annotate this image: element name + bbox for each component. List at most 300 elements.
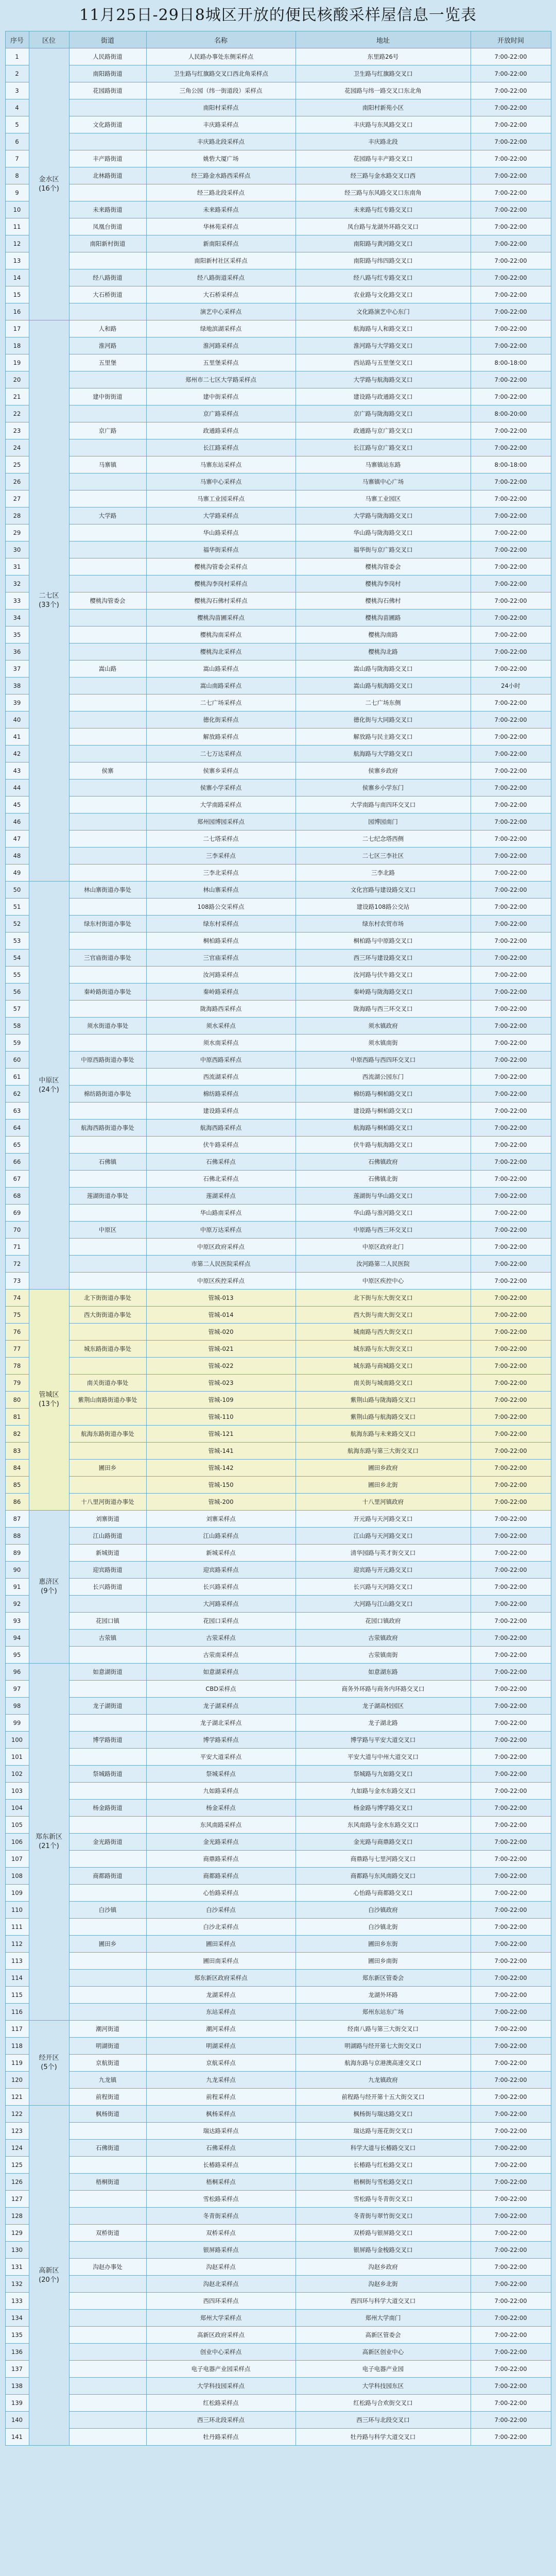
row-site-name: 三官庙采样点	[146, 950, 296, 967]
district-cell: 中原区 (24个)	[29, 882, 69, 1290]
row-seq: 128	[5, 2208, 29, 2225]
row-hours: 7:00-22:00	[471, 2327, 551, 2344]
row-street	[69, 1069, 146, 1086]
row-address: 须水镇政府	[296, 1018, 471, 1035]
row-hours: 7:00-22:00	[471, 150, 551, 167]
table-row	[5, 933, 551, 950]
row-seq: 74	[5, 1290, 29, 1307]
table-row	[5, 473, 551, 490]
row-seq: 75	[5, 1307, 29, 1324]
table-row	[5, 490, 551, 507]
row-street	[69, 865, 146, 882]
row-hours: 7:00-22:00	[471, 1392, 551, 1409]
row-street: 刘寨街道	[69, 1511, 146, 1528]
row-hours: 7:00-22:00	[471, 1919, 551, 1936]
table-row	[5, 2310, 551, 2327]
row-seq: 54	[5, 950, 29, 967]
row-street	[69, 2004, 146, 2021]
table-row	[5, 1205, 551, 1222]
row-address: 经三路与金水路交叉口西	[296, 167, 471, 184]
row-hours: 7:00-22:00	[471, 2208, 551, 2225]
table-row	[5, 1715, 551, 1732]
row-seq: 41	[5, 728, 29, 745]
row-hours: 7:00-22:00	[471, 2242, 551, 2259]
row-hours: 7:00-22:00	[471, 1681, 551, 1698]
row-seq: 137	[5, 2361, 29, 2378]
row-site-name: 须水采样点	[146, 1018, 296, 1035]
table-row	[5, 575, 551, 592]
row-street	[69, 1783, 146, 1800]
table-row	[5, 2259, 551, 2276]
row-seq: 6	[5, 133, 29, 150]
table-row	[5, 592, 551, 609]
row-seq: 125	[5, 2157, 29, 2174]
row-site-name: 西流湖采样点	[146, 1069, 296, 1086]
row-address: 经三路与东风路交叉口东南角	[296, 184, 471, 201]
row-hours: 7:00-22:00	[471, 745, 551, 762]
table-row	[5, 984, 551, 1001]
table-row	[5, 1018, 551, 1035]
row-site-name: 嵩山路采样点	[146, 660, 296, 677]
row-address: 圃田乡南街	[296, 1953, 471, 1970]
row-seq: 85	[5, 1477, 29, 1494]
row-address: 卫生路与红旗路交叉口	[296, 65, 471, 82]
row-street	[69, 2276, 146, 2293]
row-seq: 115	[5, 1987, 29, 2004]
row-seq: 136	[5, 2344, 29, 2361]
row-site-name: 管城-150	[146, 1477, 296, 1494]
row-street	[69, 626, 146, 643]
row-site-name: 侯寨小学采样点	[146, 779, 296, 796]
row-site-name: 经三路北段采样点	[146, 184, 296, 201]
row-site-name: 花园口采样点	[146, 1613, 296, 1630]
row-street	[69, 728, 146, 745]
row-site-name: 管城-020	[146, 1324, 296, 1341]
row-street	[69, 2429, 146, 2446]
row-site-name: 东站采样点	[146, 2004, 296, 2021]
table-row	[5, 1069, 551, 1086]
row-hours: 7:00-22:00	[471, 1817, 551, 1834]
row-seq: 92	[5, 1596, 29, 1613]
row-seq: 31	[5, 558, 29, 575]
table-row	[5, 116, 551, 133]
row-site-name: 建设路采样点	[146, 1103, 296, 1120]
row-site-name: 龙湖采样点	[146, 1987, 296, 2004]
row-hours: 7:00-22:00	[471, 848, 551, 865]
row-street	[69, 1987, 146, 2004]
row-hours: 7:00-22:00	[471, 1341, 551, 1358]
row-street: 北下街街道办事处	[69, 1290, 146, 1307]
row-address: 紫荆山路与陇海路交叉口	[296, 1392, 471, 1409]
row-address: 花园口镇政府	[296, 1613, 471, 1630]
row-seq: 140	[5, 2412, 29, 2429]
row-hours: 7:00-22:00	[471, 1205, 551, 1222]
row-seq: 83	[5, 1443, 29, 1460]
row-site-name: 管城-200	[146, 1494, 296, 1511]
row-street	[69, 1273, 146, 1290]
row-site-name: 长椿路采样点	[146, 2157, 296, 2174]
row-street	[69, 779, 146, 796]
row-seq: 96	[5, 1664, 29, 1681]
row-street: 沟赵办事处	[69, 2259, 146, 2276]
table-row	[5, 2004, 551, 2021]
row-street: 北林路街道	[69, 167, 146, 184]
row-street: 人和路	[69, 320, 146, 337]
row-seq: 59	[5, 1035, 29, 1052]
row-hours: 7:00-22:00	[471, 1307, 551, 1324]
row-hours: 7:00-22:00	[471, 1698, 551, 1715]
row-address: 樱桃沟苗圃路	[296, 609, 471, 626]
row-street	[69, 2242, 146, 2259]
table-row	[5, 558, 551, 575]
district-cell: 高新区 (20个)	[29, 2106, 69, 2446]
row-seq: 109	[5, 1885, 29, 1902]
row-site-name: 银屏路采样点	[146, 2242, 296, 2259]
table-row	[5, 2225, 551, 2242]
row-address: 园博园南门	[296, 814, 471, 831]
row-seq: 119	[5, 2055, 29, 2072]
table-row	[5, 899, 551, 916]
table-row	[5, 1681, 551, 1698]
row-hours: 7:00-22:00	[471, 2174, 551, 2191]
row-address: 西大街与南大街交叉口	[296, 1307, 471, 1324]
row-address: 石佛镇北街	[296, 1171, 471, 1188]
row-street	[69, 490, 146, 507]
row-site-name: 大河路采样点	[146, 1596, 296, 1613]
row-site-name: 江山路采样点	[146, 1528, 296, 1545]
table-row	[5, 1409, 551, 1426]
table-row	[5, 2242, 551, 2259]
table-row	[5, 1307, 551, 1324]
row-seq: 39	[5, 694, 29, 711]
row-street: 迎宾路街道	[69, 1562, 146, 1579]
table-row	[5, 507, 551, 524]
row-street	[69, 2293, 146, 2310]
row-hours: 7:00-22:00	[471, 218, 551, 235]
table-row	[5, 728, 551, 745]
row-seq: 131	[5, 2259, 29, 2276]
row-street	[69, 643, 146, 660]
row-address: 高新区创业中心	[296, 2344, 471, 2361]
row-hours: 7:00-22:00	[471, 984, 551, 1001]
table-row	[5, 235, 551, 252]
row-street: 马寨镇	[69, 456, 146, 473]
row-address: 南关街与城南路交叉口	[296, 1375, 471, 1392]
table-row	[5, 1630, 551, 1647]
row-address: 平安大道与中州大道交叉口	[296, 1749, 471, 1766]
row-street	[69, 1171, 146, 1188]
table-row	[5, 201, 551, 218]
row-site-name: 京广路采样点	[146, 405, 296, 422]
row-hours: 7:00-22:00	[471, 882, 551, 899]
row-address: 南阳村新苑小区	[296, 99, 471, 116]
row-site-name: 梧桐采样点	[146, 2174, 296, 2191]
row-site-name: 九龙采样点	[146, 2072, 296, 2089]
row-address: 樱桃沟石佛村	[296, 592, 471, 609]
row-hours: 7:00-22:00	[471, 303, 551, 320]
row-hours: 7:00-22:00	[471, 1137, 551, 1154]
row-seq: 49	[5, 865, 29, 882]
row-hours: 7:00-22:00	[471, 558, 551, 575]
row-address: 龙湖外环路	[296, 1987, 471, 2004]
row-street: 梧桐街道	[69, 2174, 146, 2191]
row-site-name: 牡丹路采样点	[146, 2429, 296, 2446]
row-hours: 7:00-22:00	[471, 2055, 551, 2072]
row-site-name: 棉纺路采样点	[146, 1086, 296, 1103]
table-row	[5, 1596, 551, 1613]
row-site-name: 五里堡采样点	[146, 354, 296, 371]
row-site-name: 樱桃沟石佛村采样点	[146, 592, 296, 609]
row-site-name: 中原区政府采样点	[146, 1239, 296, 1256]
row-hours: 7:00-22:00	[471, 1511, 551, 1528]
row-seq: 120	[5, 2072, 29, 2089]
row-address: 秦岭路与陇海路交叉口	[296, 984, 471, 1001]
row-address: 汝河路第二人民医院	[296, 1256, 471, 1273]
row-hours: 7:00-22:00	[471, 2378, 551, 2395]
row-hours: 7:00-22:00	[471, 252, 551, 269]
row-seq: 2	[5, 65, 29, 82]
table-row	[5, 779, 551, 796]
row-seq: 132	[5, 2276, 29, 2293]
row-site-name: 博学路采样点	[146, 1732, 296, 1749]
table-row	[5, 1851, 551, 1868]
row-address: 迎宾路与开元路交叉口	[296, 1562, 471, 1579]
row-street: 大石桥街道	[69, 286, 146, 303]
table-row	[5, 762, 551, 779]
row-address: 长江路与京广路交叉口	[296, 439, 471, 456]
row-seq: 127	[5, 2191, 29, 2208]
row-hours: 7:00-22:00	[471, 1290, 551, 1307]
row-hours: 7:00-22:00	[471, 201, 551, 218]
row-street: 棉纺路街道办事处	[69, 1086, 146, 1103]
row-site-name: 瑞达路采样点	[146, 2123, 296, 2140]
row-address: 侯寨乡政府	[296, 762, 471, 779]
row-address: 樱桃沟北路	[296, 643, 471, 660]
table-row	[5, 1120, 551, 1137]
row-address: 前程路与经开第十五大街交叉口	[296, 2089, 471, 2106]
row-seq: 20	[5, 371, 29, 388]
row-site-name: 南阳新村社区采样点	[146, 252, 296, 269]
table-row	[5, 456, 551, 473]
row-seq: 58	[5, 1018, 29, 1035]
table-row	[5, 2378, 551, 2395]
row-site-name: 南阳村采样点	[146, 99, 296, 116]
row-hours: 7:00-22:00	[471, 337, 551, 354]
row-address: 龙子湖高校园区	[296, 1698, 471, 1715]
row-address: 东风南路与金水东路交叉口	[296, 1817, 471, 1834]
row-site-name: 高新区政府采样点	[146, 2327, 296, 2344]
row-address: 龙子湖北路	[296, 1715, 471, 1732]
row-street: 侯寨	[69, 762, 146, 779]
row-site-name: 明湖采样点	[146, 2038, 296, 2055]
row-hours: 7:00-22:00	[471, 933, 551, 950]
row-street	[69, 1851, 146, 1868]
row-address: 明湖路与经开第七大街交叉口	[296, 2038, 471, 2055]
row-address: 沟赵乡政府	[296, 2259, 471, 2276]
district-cell: 二七区 (33个)	[29, 320, 69, 882]
row-hours: 7:00-22:00	[471, 1953, 551, 1970]
row-address: 郑州东站东广场	[296, 2004, 471, 2021]
row-address: 圃田乡东街	[296, 1936, 471, 1953]
row-address: 樱桃沟李岗村	[296, 575, 471, 592]
row-hours: 7:00-22:00	[471, 2310, 551, 2327]
table-header-row	[5, 31, 551, 48]
row-street: 十八里河街道办事处	[69, 1494, 146, 1511]
row-seq: 73	[5, 1273, 29, 1290]
row-street	[69, 848, 146, 865]
row-address: 如意湖东路	[296, 1664, 471, 1681]
row-street: 京广路	[69, 422, 146, 439]
row-site-name: 商鼎路采样点	[146, 1851, 296, 1868]
row-site-name: 潮河采样点	[146, 2021, 296, 2038]
row-address: 农业路与文化路交叉口	[296, 286, 471, 303]
row-site-name: 德化街采样点	[146, 711, 296, 728]
row-address: 北下街与东大街交叉口	[296, 1290, 471, 1307]
row-hours: 7:00-22:00	[471, 439, 551, 456]
row-address: 嵩山路与陇海路交叉口	[296, 660, 471, 677]
table-row	[5, 848, 551, 865]
row-hours: 7:00-22:00	[471, 490, 551, 507]
row-site-name: 樱桃沟北采样点	[146, 643, 296, 660]
table-row	[5, 1460, 551, 1477]
row-seq: 43	[5, 762, 29, 779]
row-address: 二七区三李社区	[296, 848, 471, 865]
row-hours: 7:00-22:00	[471, 1358, 551, 1375]
row-street: 博学路街道	[69, 1732, 146, 1749]
row-seq: 50	[5, 882, 29, 899]
row-address: 花园路与纬一路交叉口东北角	[296, 82, 471, 99]
row-seq: 19	[5, 354, 29, 371]
row-hours: 7:00-22:00	[471, 235, 551, 252]
row-site-name: 航海西路采样点	[146, 1120, 296, 1137]
row-address: 雪松路与冬青街交叉口	[296, 2191, 471, 2208]
header-seq: 序号	[5, 31, 29, 48]
row-address: 白沙镇政府	[296, 1902, 471, 1919]
row-address: 中原区政府北门	[296, 1239, 471, 1256]
row-address: 南阳路与纬四路交叉口	[296, 252, 471, 269]
table-row	[5, 2276, 551, 2293]
row-seq: 53	[5, 933, 29, 950]
row-site-name: 古荥南采样点	[146, 1647, 296, 1664]
row-address: 航海东路与未来路交叉口	[296, 1426, 471, 1443]
row-site-name: 华山路采样点	[146, 524, 296, 541]
row-site-name: 迎宾路采样点	[146, 1562, 296, 1579]
row-street	[69, 133, 146, 150]
row-seq: 141	[5, 2429, 29, 2446]
row-street: 建中街街道	[69, 388, 146, 405]
row-site-name: 双桥采样点	[146, 2225, 296, 2242]
row-street	[69, 1137, 146, 1154]
row-seq: 82	[5, 1426, 29, 1443]
row-site-name: 金光路采样点	[146, 1834, 296, 1851]
row-street	[69, 2361, 146, 2378]
table-row	[5, 1698, 551, 1715]
row-seq: 134	[5, 2310, 29, 2327]
row-address: 沟赵乡北街	[296, 2276, 471, 2293]
table-row	[5, 524, 551, 541]
row-street: 圃田乡	[69, 1936, 146, 1953]
row-street: 石佛镇	[69, 1154, 146, 1171]
row-address: 航海东路与京港澳高速交叉口	[296, 2055, 471, 2072]
row-street: 金光路街道	[69, 1834, 146, 1851]
table-row	[5, 1239, 551, 1256]
row-hours: 7:00-22:00	[471, 1613, 551, 1630]
row-hours: 7:00-22:00	[471, 2106, 551, 2123]
row-address: 白沙镇北街	[296, 1919, 471, 1936]
row-address: 瑞达路与莲花街交叉口	[296, 2123, 471, 2140]
row-seq: 38	[5, 677, 29, 694]
row-street: 京航街道	[69, 2055, 146, 2072]
row-street	[69, 1596, 146, 1613]
row-street: 江山路街道	[69, 1528, 146, 1545]
table-row	[5, 643, 551, 660]
row-hours: 7:00-22:00	[471, 371, 551, 388]
row-site-name: 二七塔采样点	[146, 831, 296, 848]
row-address: 牡丹路与科学大道交叉口	[296, 2429, 471, 2446]
row-hours: 7:00-22:00	[471, 1851, 551, 1868]
table-row	[5, 1834, 551, 1851]
row-street	[69, 1409, 146, 1426]
row-street: 人民路街道	[69, 48, 146, 65]
row-seq: 101	[5, 1749, 29, 1766]
row-street	[69, 1970, 146, 1987]
row-street: 祭城路街道	[69, 1766, 146, 1783]
table-row	[5, 422, 551, 439]
row-address: 长兴路与天河路交叉口	[296, 1579, 471, 1596]
district-cell: 管城区 (13个)	[29, 1290, 69, 1511]
table-row	[5, 1137, 551, 1154]
row-site-name: 平安大道采样点	[146, 1749, 296, 1766]
row-seq: 22	[5, 405, 29, 422]
row-hours: 7:00-22:00	[471, 609, 551, 626]
row-seq: 24	[5, 439, 29, 456]
row-street	[69, 745, 146, 762]
row-address: 商鼎路与七里河路交叉口	[296, 1851, 471, 1868]
row-site-name: 桐柏路采样点	[146, 933, 296, 950]
row-hours: 7:00-22:00	[471, 865, 551, 882]
table-row	[5, 1919, 551, 1936]
row-site-name: 中原区疾控采样点	[146, 1273, 296, 1290]
row-hours: 7:00-22:00	[471, 133, 551, 150]
row-address: 建设路与政通路交叉口	[296, 388, 471, 405]
row-site-name: 郑州市二七区大学路采样点	[146, 371, 296, 388]
row-site-name: 108路公交采样点	[146, 899, 296, 916]
row-hours: 7:00-22:00	[471, 1732, 551, 1749]
row-street	[69, 2327, 146, 2344]
row-seq: 21	[5, 388, 29, 405]
row-seq: 30	[5, 541, 29, 558]
row-seq: 67	[5, 1171, 29, 1188]
row-address: 凤台路与龙湖外环路交叉口	[296, 218, 471, 235]
row-seq: 107	[5, 1851, 29, 1868]
row-street	[69, 473, 146, 490]
row-seq: 28	[5, 507, 29, 524]
row-hours: 7:00-22:00	[471, 2259, 551, 2276]
row-hours: 7:00-22:00	[471, 2191, 551, 2208]
row-hours: 7:00-22:00	[471, 796, 551, 814]
row-site-name: 龙子湖北采样点	[146, 1715, 296, 1732]
row-street	[69, 1324, 146, 1341]
row-address: 紫荆山路与航海路交叉口	[296, 1409, 471, 1426]
row-street	[69, 1103, 146, 1120]
row-site-name: 祭城采样点	[146, 1766, 296, 1783]
row-address: 南阳路与黄河路交叉口	[296, 235, 471, 252]
table-row	[5, 1273, 551, 1290]
row-site-name: 创业中心采样点	[146, 2344, 296, 2361]
row-address: 城东路与东大街交叉口	[296, 1341, 471, 1358]
row-hours: 7:00-22:00	[471, 507, 551, 524]
row-seq: 113	[5, 1953, 29, 1970]
